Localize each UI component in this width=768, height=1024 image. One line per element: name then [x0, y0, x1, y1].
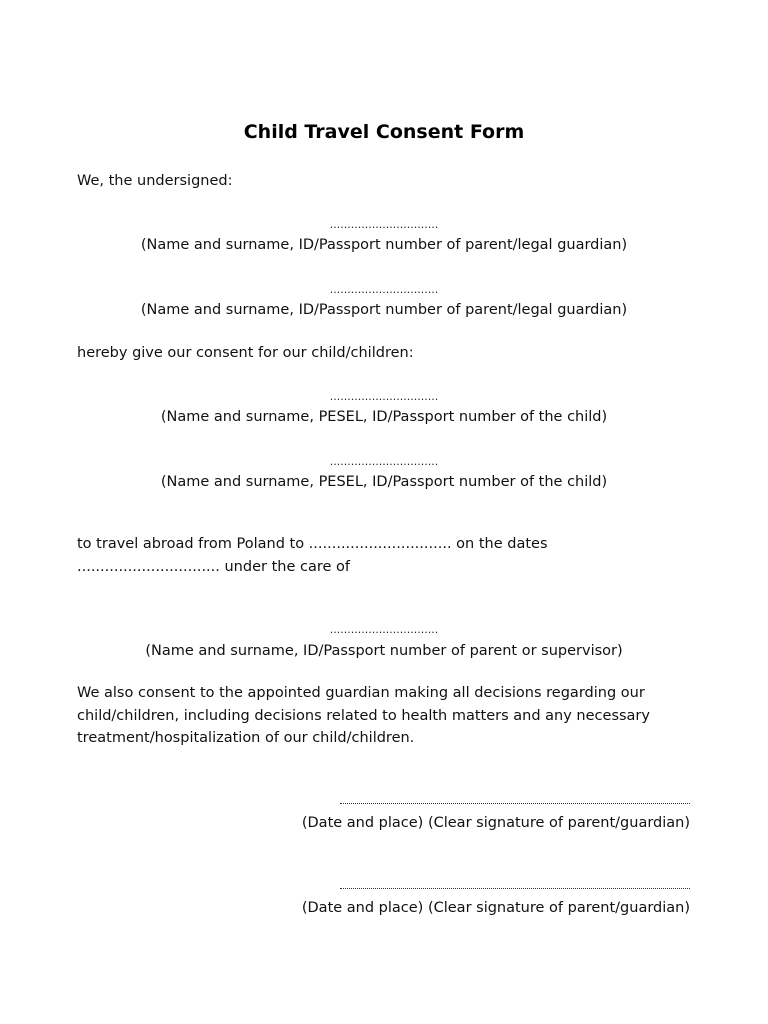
child-1-blank: ...............................: [329, 390, 439, 403]
child-1-caption: (Name and surname, PESEL, ID/Passport number of the child): [160, 409, 608, 425]
supervisor-blank: ...............................: [329, 623, 439, 636]
child-2-blank: ...............................: [329, 455, 439, 468]
signature-caption-2: (Date and place) (Clear signature of parent/guardian): [301, 900, 690, 916]
signature-line-1: [340, 803, 690, 804]
travel-sentence: to travel abroad from Poland to ............................... on the dates ............................... under the care of: [77, 536, 548, 575]
parent-1-blank: ...............................: [329, 218, 439, 231]
page-title: Child Travel Consent Form: [243, 121, 525, 143]
child-2-caption: (Name and surname, PESEL, ID/Passport number of the child): [160, 474, 608, 490]
consent-intro-text: hereby give our consent for our child/children:: [77, 345, 414, 361]
parent-1-caption: (Name and surname, ID/Passport number of parent/legal guardian): [140, 237, 628, 253]
signature-line-2: [340, 888, 690, 889]
parent-2-caption: (Name and surname, ID/Passport number of parent/legal guardian): [140, 302, 628, 318]
signature-caption-1: (Date and place) (Clear signature of parent/guardian): [301, 815, 690, 831]
intro-text: We, the undersigned:: [77, 173, 233, 189]
guardian-consent-paragraph: We also consent to the appointed guardian making all decisions regarding our child/children, including decisions related to health matters and any necessary treatment/hospitalization of our child/children.: [77, 685, 650, 746]
parent-2-blank: ...............................: [329, 283, 439, 296]
supervisor-caption: (Name and surname, ID/Passport number of parent or supervisor): [145, 643, 623, 659]
